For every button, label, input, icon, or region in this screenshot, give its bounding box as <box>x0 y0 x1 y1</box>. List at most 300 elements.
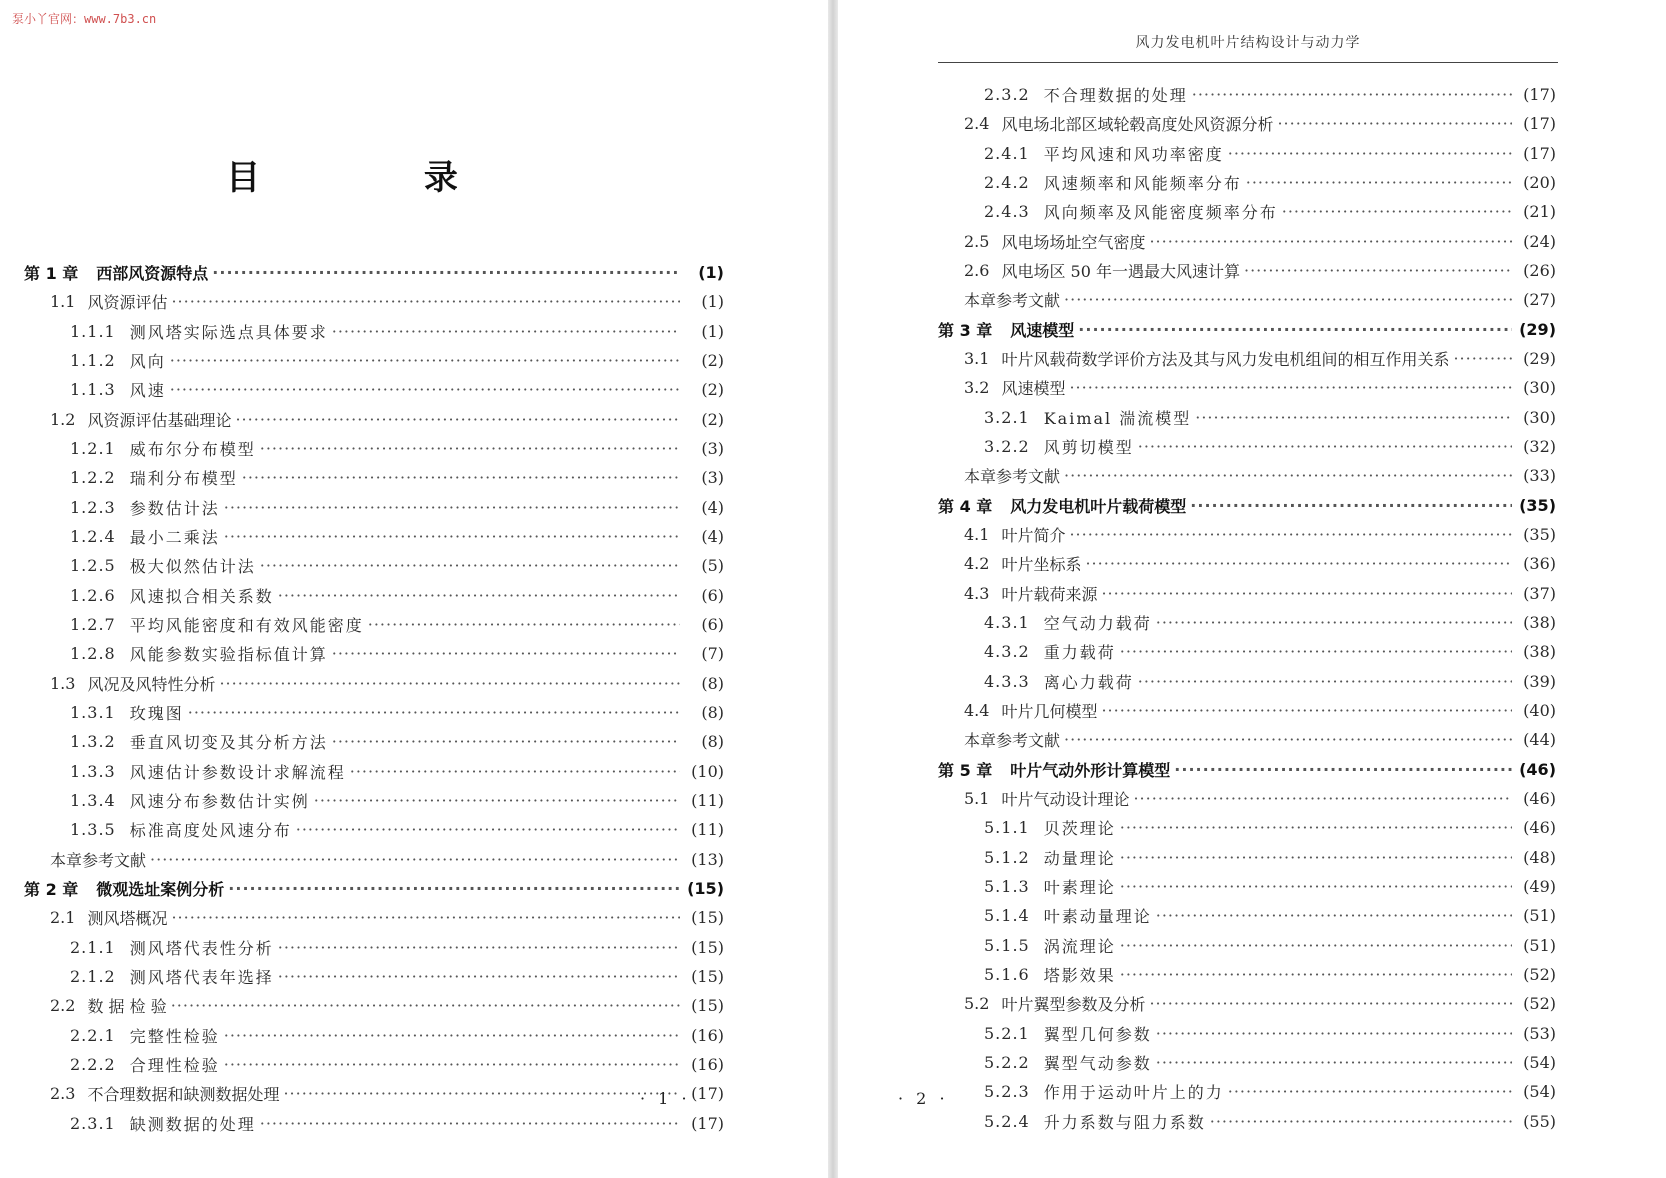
toc-entry-title: 风向频率及风能密度频率分布 <box>1043 203 1278 223</box>
dot-leader <box>1138 672 1512 691</box>
toc-entry-page: (1) <box>698 263 724 283</box>
toc-entry[interactable] <box>24 933 724 962</box>
toc-entry-title: 升力系数与阻力系数 <box>1043 1112 1206 1132</box>
toc-entry[interactable] <box>24 405 724 434</box>
toc-entry-number: 4.2 <box>964 554 990 574</box>
dot-leader <box>1120 936 1512 955</box>
toc-entry-page: (6) <box>701 585 724 605</box>
toc-entry-page: (46) <box>1523 818 1556 838</box>
dot-leader <box>1120 818 1512 837</box>
toc-entry-number: 2.4.3 <box>984 202 1030 222</box>
toc-entry-number: 1.2 <box>50 409 76 429</box>
toc-entry[interactable] <box>24 669 724 698</box>
toc-entry-number: 1.3 <box>50 673 76 693</box>
toc-entry-page: (15) <box>691 908 724 928</box>
toc-entry-title: 测风塔概况 <box>87 909 168 929</box>
toc-entry[interactable] <box>938 520 1556 549</box>
toc-entry-page: (2) <box>701 409 724 429</box>
dot-leader <box>188 703 680 722</box>
toc-entry-page: (8) <box>701 673 724 693</box>
toc-entry-page: (8) <box>701 703 724 723</box>
toc-entry[interactable] <box>24 493 724 522</box>
toc-entry-page: (51) <box>1523 906 1556 926</box>
dot-leader <box>278 967 680 986</box>
toc-entry-page: (52) <box>1523 994 1556 1014</box>
toc-entry-number: 4.4 <box>964 701 990 721</box>
toc-entry[interactable] <box>938 813 1556 842</box>
toc-entry[interactable] <box>24 287 724 316</box>
toc-entry-title: 风资源评估 <box>87 293 168 313</box>
toc-entry-number: 4.3.3 <box>984 671 1030 691</box>
toc-entry-number: 4.3.2 <box>984 642 1030 662</box>
toc-entry-page: (13) <box>691 849 724 869</box>
header-rule <box>938 62 1558 63</box>
book-spine <box>828 0 838 1178</box>
dot-leader <box>1064 290 1512 309</box>
toc-entry-title: 塔影效果 <box>1043 966 1116 985</box>
toc-reference-entry[interactable] <box>938 461 1556 490</box>
toc-entry-title: 标准高度处风速分布 <box>129 821 292 841</box>
toc-entry[interactable] <box>938 843 1556 872</box>
toc-entry-title: 缺测数据的处理 <box>129 1114 256 1134</box>
toc-entry[interactable] <box>938 696 1556 725</box>
dot-leader <box>1195 408 1512 427</box>
toc-entry-page: (30) <box>1523 407 1556 427</box>
toc-entry[interactable] <box>938 373 1556 402</box>
toc-entry-number: 1.1.1 <box>70 321 116 341</box>
dot-leader <box>1078 320 1512 339</box>
toc-entry-page: (5) <box>701 556 724 576</box>
toc-entry-title: 本章参考文献 <box>50 850 147 870</box>
toc-entry-page: (54) <box>1523 1052 1556 1072</box>
dot-leader <box>1246 173 1512 192</box>
toc-entry-page: (29) <box>1519 319 1556 339</box>
toc-chapter-entry[interactable] <box>24 258 724 287</box>
right-page <box>838 0 1666 1178</box>
toc-entry-page: (10) <box>691 761 724 781</box>
toc-entry-page: (30) <box>1523 378 1556 398</box>
toc-entry-title: 风速频率和风能频率分布 <box>1043 174 1242 194</box>
toc-entry[interactable] <box>24 375 724 404</box>
toc-entry-page: (3) <box>701 439 724 459</box>
toc-entry-page: (20) <box>1523 173 1556 193</box>
toc-entry[interactable] <box>938 901 1556 930</box>
toc-entry-title: 瑞利分布模型 <box>129 469 238 489</box>
toc-entry[interactable] <box>24 1109 724 1138</box>
toc-entry-title: 合理性检验 <box>129 1056 220 1076</box>
toc-entry-number: 5.2.4 <box>984 1111 1030 1131</box>
toc-entry[interactable] <box>24 1050 724 1079</box>
toc-entry-number: 2.3.2 <box>984 85 1030 105</box>
toc-entry-page: (52) <box>1523 965 1556 984</box>
dot-leader <box>1192 85 1512 104</box>
dot-leader <box>235 410 680 429</box>
dot-leader <box>368 615 680 634</box>
toc-entry-title: 风能参数实验指标值计算 <box>129 645 328 665</box>
toc-entry[interactable] <box>938 989 1556 1018</box>
toc-entry-page: (17) <box>1523 143 1556 163</box>
toc-entry-number: 2.5 <box>964 231 990 251</box>
toc-entry-title: 叶片气动外形计算模型 <box>1010 760 1171 780</box>
toc-entry-page: (15) <box>691 967 724 987</box>
toc-entry-title: 完整性检验 <box>129 1026 220 1046</box>
toc-entry[interactable] <box>24 463 724 492</box>
toc-entry[interactable] <box>24 1079 724 1108</box>
dot-leader <box>1149 232 1512 251</box>
toc-entry[interactable] <box>938 608 1556 637</box>
toc-entry-title: 空气动力载荷 <box>1043 614 1152 634</box>
toc-entry-title: 风电场场址空气密度 <box>1001 232 1146 252</box>
toc-reference-entry[interactable] <box>24 845 724 874</box>
toc-chapter-entry[interactable] <box>938 315 1556 344</box>
toc-entry-page: (16) <box>691 1025 724 1045</box>
toc-entry-title: 风电场北部区域轮毂高度处风资源分析 <box>1001 115 1274 135</box>
dot-leader <box>1228 1082 1512 1101</box>
toc-entry-number: 1.3.1 <box>70 703 116 723</box>
toc-entry-title: 本章参考文献 <box>964 291 1061 311</box>
toc-entry-page: (38) <box>1523 613 1556 633</box>
dot-leader <box>1190 496 1512 515</box>
toc-entry[interactable] <box>24 1021 724 1050</box>
toc-entry-page: (24) <box>1523 231 1556 251</box>
dot-leader <box>260 556 680 575</box>
page-title: 目 录 <box>226 158 534 198</box>
toc-entry-number: 2.1.2 <box>70 967 116 987</box>
toc-entry-title: 风速拟合相关系数 <box>129 586 274 606</box>
dot-leader <box>1133 789 1512 808</box>
toc-entry-number: 2.2.2 <box>70 1055 116 1075</box>
dot-leader <box>150 850 680 869</box>
toc-entry-number: 2.2.1 <box>70 1025 116 1045</box>
toc-entry-title: 参数估计法 <box>129 498 220 518</box>
toc-entry-page: (16) <box>691 1055 724 1075</box>
toc-entry-page: (2) <box>701 351 724 371</box>
dot-leader <box>1064 466 1512 485</box>
toc-entry[interactable] <box>938 1019 1556 1048</box>
toc-entry-number: 1.1.3 <box>70 380 116 400</box>
toc-entry[interactable] <box>938 1077 1556 1106</box>
left-page <box>0 0 828 1178</box>
toc-entry[interactable] <box>938 960 1556 989</box>
toc-entry[interactable] <box>938 667 1556 696</box>
toc-entry-number: 第 3 章 <box>938 320 993 340</box>
toc-entry-number: 1.3.5 <box>70 820 116 840</box>
toc-entry-number: 5.1.3 <box>984 877 1030 897</box>
toc-entry-page: (49) <box>1523 877 1556 897</box>
toc-entry-page: (3) <box>701 468 724 488</box>
dot-leader <box>260 439 680 458</box>
toc-entry-page: (46) <box>1519 759 1556 779</box>
toc-entry-number: 1.3.4 <box>70 791 116 811</box>
toc-entry[interactable] <box>24 815 724 844</box>
toc-entry-title: 风况及风特性分析 <box>87 674 216 694</box>
toc-entry[interactable] <box>938 872 1556 901</box>
toc-entry[interactable] <box>938 432 1556 461</box>
dot-leader <box>1156 906 1512 925</box>
toc-entry-title: 叶片简介 <box>1001 526 1066 546</box>
dot-leader <box>1064 730 1512 749</box>
toc-entry-page: (35) <box>1523 525 1556 545</box>
toc-entry-title: 威布尔分布模型 <box>129 440 256 460</box>
toc-entry-title: Kaimal 湍流模型 <box>1043 408 1192 428</box>
toc-entry[interactable] <box>938 80 1556 109</box>
toc-chapter-entry[interactable] <box>938 491 1556 520</box>
toc-entry[interactable] <box>24 581 724 610</box>
dot-leader <box>1277 114 1512 133</box>
dot-leader <box>1120 642 1512 661</box>
dot-leader <box>242 468 680 487</box>
toc-entry[interactable] <box>24 317 724 346</box>
toc-entry-page: (33) <box>1523 466 1556 486</box>
toc-entry[interactable] <box>938 1106 1556 1135</box>
toc-entry-title: 风速模型 <box>1001 379 1066 399</box>
toc-entry-number: 2.4.2 <box>984 173 1030 193</box>
dot-leader <box>224 527 680 546</box>
toc-entry-page: (6) <box>701 615 724 635</box>
dot-leader <box>1453 349 1512 368</box>
dot-leader <box>332 732 680 751</box>
toc-entry[interactable] <box>938 256 1556 285</box>
toc-entry-page: (39) <box>1523 671 1556 691</box>
dot-leader <box>1228 144 1512 163</box>
running-header: 风力发电机叶片结构设计与动力学 <box>1135 35 1361 51</box>
toc-entry[interactable] <box>938 344 1556 373</box>
toc-entry-title: 叶片翼型参数及分析 <box>1001 995 1146 1015</box>
toc-entry-title: 测风塔代表性分析 <box>129 938 274 958</box>
dot-leader <box>1120 848 1512 867</box>
dot-leader <box>212 263 680 282</box>
toc-entry[interactable] <box>938 139 1556 168</box>
toc-entry-number: 5.1.5 <box>984 935 1030 955</box>
dot-leader <box>332 322 680 341</box>
toc-entry-number: 5.2.2 <box>984 1052 1030 1072</box>
toc-entry-number: 1.2.2 <box>70 468 116 488</box>
toc-entry-number: 4.3 <box>964 583 990 603</box>
dot-leader <box>219 674 680 693</box>
toc-entry-title: 风速模型 <box>1010 320 1075 340</box>
toc-entry-number: 5.1.1 <box>984 818 1030 838</box>
toc-entry-number: 第 2 章 <box>24 880 79 900</box>
toc-entry-title: 叶片载荷来源 <box>1001 584 1098 604</box>
dot-leader <box>1156 1024 1512 1043</box>
toc-entry[interactable] <box>938 1048 1556 1077</box>
toc-entry-number: 2.1.1 <box>70 937 116 957</box>
toc-entry-number: 第 5 章 <box>938 760 993 780</box>
toc-chapter-entry[interactable] <box>938 755 1556 784</box>
toc-entry[interactable] <box>938 931 1556 960</box>
toc-entry-page: (17) <box>1523 85 1556 105</box>
toc-entry[interactable] <box>24 434 724 463</box>
toc-entry-title: 测风塔实际选点具体要求 <box>129 322 328 342</box>
dot-leader <box>278 938 680 957</box>
toc-entry-page: (55) <box>1523 1111 1556 1131</box>
dot-leader <box>224 498 680 517</box>
toc-entry[interactable] <box>938 109 1556 138</box>
toc-entry-number: 5.1.2 <box>984 847 1030 867</box>
toc-entry-page: (4) <box>701 497 724 517</box>
toc-entry-page: (32) <box>1523 437 1556 457</box>
toc-entry-page: (51) <box>1523 935 1556 955</box>
page-number-right: · 2 · <box>898 1089 949 1108</box>
toc-entry[interactable] <box>938 784 1556 813</box>
toc-entry-title: 最小二乘法 <box>129 528 220 548</box>
toc-entry[interactable] <box>24 962 724 991</box>
toc-entry-title: 西部风资源特点 <box>96 264 209 284</box>
toc-entry-title: 叶素理论 <box>1043 878 1116 898</box>
toc-entry-title: 风向 <box>129 352 166 372</box>
toc-entry[interactable] <box>24 346 724 375</box>
dot-leader <box>224 1055 680 1074</box>
dot-leader <box>224 1026 680 1045</box>
toc-list-left <box>24 258 724 1138</box>
toc-entry-number: 1.2.6 <box>70 585 116 605</box>
toc-entry-number: 4.3.1 <box>984 613 1030 633</box>
toc-entry-page: (35) <box>1519 495 1556 515</box>
dot-leader <box>228 879 680 898</box>
toc-entry[interactable] <box>938 197 1556 226</box>
toc-entry[interactable] <box>938 227 1556 256</box>
toc-entry-number: 2.4 <box>964 114 990 134</box>
toc-entry-number: 5.2.3 <box>984 1082 1030 1102</box>
dot-leader <box>1149 994 1512 1013</box>
toc-entry-title: 翼型气动参数 <box>1043 1053 1152 1073</box>
toc-entry-number: 1.3.2 <box>70 732 116 752</box>
toc-entry-page: (17) <box>1523 114 1556 134</box>
toc-entry-number: 3.1 <box>964 349 990 369</box>
toc-entry-title: 玫瑰图 <box>129 704 184 724</box>
toc-reference-entry[interactable] <box>938 725 1556 754</box>
toc-entry-page: (27) <box>1523 290 1556 310</box>
toc-entry-page: (36) <box>1523 554 1556 574</box>
dot-leader <box>1120 965 1512 984</box>
toc-entry-title: 本章参考文献 <box>964 731 1061 751</box>
toc-entry-title: 不合理数据和缺测数据处理 <box>87 1085 280 1105</box>
toc-entry-title: 本章参考文献 <box>964 467 1061 487</box>
toc-entry[interactable] <box>24 610 724 639</box>
toc-entry[interactable] <box>24 698 724 727</box>
toc-entry[interactable] <box>938 403 1556 432</box>
toc-entry-number: 1.2.4 <box>70 527 116 547</box>
dot-leader <box>170 351 680 370</box>
toc-entry-title: 数 据 检 验 <box>87 997 167 1017</box>
toc-entry-page: (48) <box>1523 847 1556 867</box>
dot-leader <box>332 644 680 663</box>
toc-entry-page: (37) <box>1523 583 1556 603</box>
toc-entry-page: (38) <box>1523 642 1556 662</box>
toc-entry-page: (1) <box>701 321 724 341</box>
toc-entry-number: 4.1 <box>964 525 990 545</box>
toc-entry[interactable] <box>938 168 1556 197</box>
toc-entry-title: 动量理论 <box>1043 848 1116 868</box>
toc-entry-page: (54) <box>1523 1082 1556 1102</box>
toc-reference-entry[interactable] <box>938 285 1556 314</box>
toc-entry-number: 3.2 <box>964 378 990 398</box>
toc-entry-page: (40) <box>1523 701 1556 721</box>
dot-leader <box>1069 378 1512 397</box>
toc-entry-number: 1.2.7 <box>70 615 116 635</box>
toc-entry[interactable] <box>24 727 724 756</box>
toc-entry[interactable] <box>938 549 1556 578</box>
toc-entry-title: 风资源评估基础理论 <box>87 410 232 430</box>
toc-entry[interactable] <box>938 637 1556 666</box>
toc-entry-number: 2.3.1 <box>70 1113 116 1133</box>
toc-entry-page: (15) <box>687 879 724 899</box>
toc-entry[interactable] <box>938 579 1556 608</box>
toc-entry-title: 叶素动量理论 <box>1043 907 1152 927</box>
toc-chapter-entry[interactable] <box>24 874 724 903</box>
toc-entry-number: 第 1 章 <box>24 264 79 284</box>
toc-entry-title: 离心力载荷 <box>1043 672 1134 692</box>
toc-entry-number: 2.3 <box>50 1084 76 1104</box>
toc-entry-number: 第 4 章 <box>938 496 993 516</box>
toc-entry-page: (8) <box>701 732 724 752</box>
toc-entry[interactable] <box>24 786 724 815</box>
toc-entry-title: 重力载荷 <box>1043 643 1116 663</box>
dot-leader <box>1120 877 1512 896</box>
dot-leader <box>350 762 680 781</box>
toc-entry-page: (26) <box>1523 261 1556 281</box>
toc-entry-title: 平均风能密度和有效风能密度 <box>129 616 364 636</box>
dot-leader <box>1138 437 1512 456</box>
toc-entry-page: (29) <box>1523 349 1556 369</box>
dot-leader <box>296 820 680 839</box>
dot-leader <box>1101 584 1512 603</box>
toc-entry-title: 作用于运动叶片上的力 <box>1043 1083 1224 1103</box>
toc-entry-number: 5.1 <box>964 789 990 809</box>
toc-entry-page: (21) <box>1523 202 1556 222</box>
toc-entry-number: 2.2 <box>50 996 76 1016</box>
dot-leader <box>171 292 680 311</box>
dot-leader <box>1156 613 1512 632</box>
toc-entry-title: 风剪切模型 <box>1043 438 1134 458</box>
toc-entry-page: (46) <box>1523 789 1556 809</box>
toc-entry-number: 2.1 <box>50 908 76 928</box>
watermark: 泵小丫官网：www.7b3.cn <box>12 12 157 26</box>
toc-entry-page: (7) <box>701 644 724 664</box>
toc-entry[interactable] <box>24 903 724 932</box>
toc-entry-page: (17) <box>691 1113 724 1133</box>
dot-leader <box>171 996 680 1015</box>
dot-leader <box>283 1084 680 1103</box>
toc-entry[interactable] <box>24 639 724 668</box>
toc-entry-title: 风电场区 50 年一遇最大风速计算 <box>1001 262 1240 282</box>
toc-entry-title: 垂直风切变及其分析方法 <box>129 733 328 753</box>
toc-entry-title: 风速估计参数设计求解流程 <box>129 762 346 782</box>
toc-entry-title: 叶片风载荷数学评价方法及其与风力发电机组间的相互作用关系 <box>1001 350 1450 370</box>
toc-entry-number: 2.6 <box>964 261 990 281</box>
toc-entry-number: 5.2.1 <box>984 1023 1030 1043</box>
dot-leader <box>1069 525 1512 544</box>
toc-entry-title: 测风塔代表年选择 <box>129 968 274 988</box>
toc-entry-number: 1.2.5 <box>70 556 116 576</box>
toc-entry[interactable] <box>24 757 724 786</box>
toc-entry-page: (11) <box>691 820 724 840</box>
toc-entry[interactable] <box>24 522 724 551</box>
toc-entry-number: 5.2 <box>964 994 990 1014</box>
toc-entry-page: (11) <box>691 791 724 811</box>
toc-entry-number: 1.2.8 <box>70 644 116 664</box>
toc-entry[interactable] <box>24 551 724 580</box>
toc-entry-title: 叶片气动设计理论 <box>1001 790 1130 810</box>
dot-leader <box>1210 1112 1512 1131</box>
dot-leader <box>314 791 680 810</box>
toc-entry[interactable] <box>24 991 724 1020</box>
toc-entry-title: 翼型几何参数 <box>1043 1024 1152 1044</box>
toc-entry-title: 风速分布参数估计实例 <box>129 792 310 812</box>
toc-entry-page: (2) <box>701 380 724 400</box>
dot-leader <box>170 380 680 399</box>
dot-leader <box>1174 760 1512 779</box>
